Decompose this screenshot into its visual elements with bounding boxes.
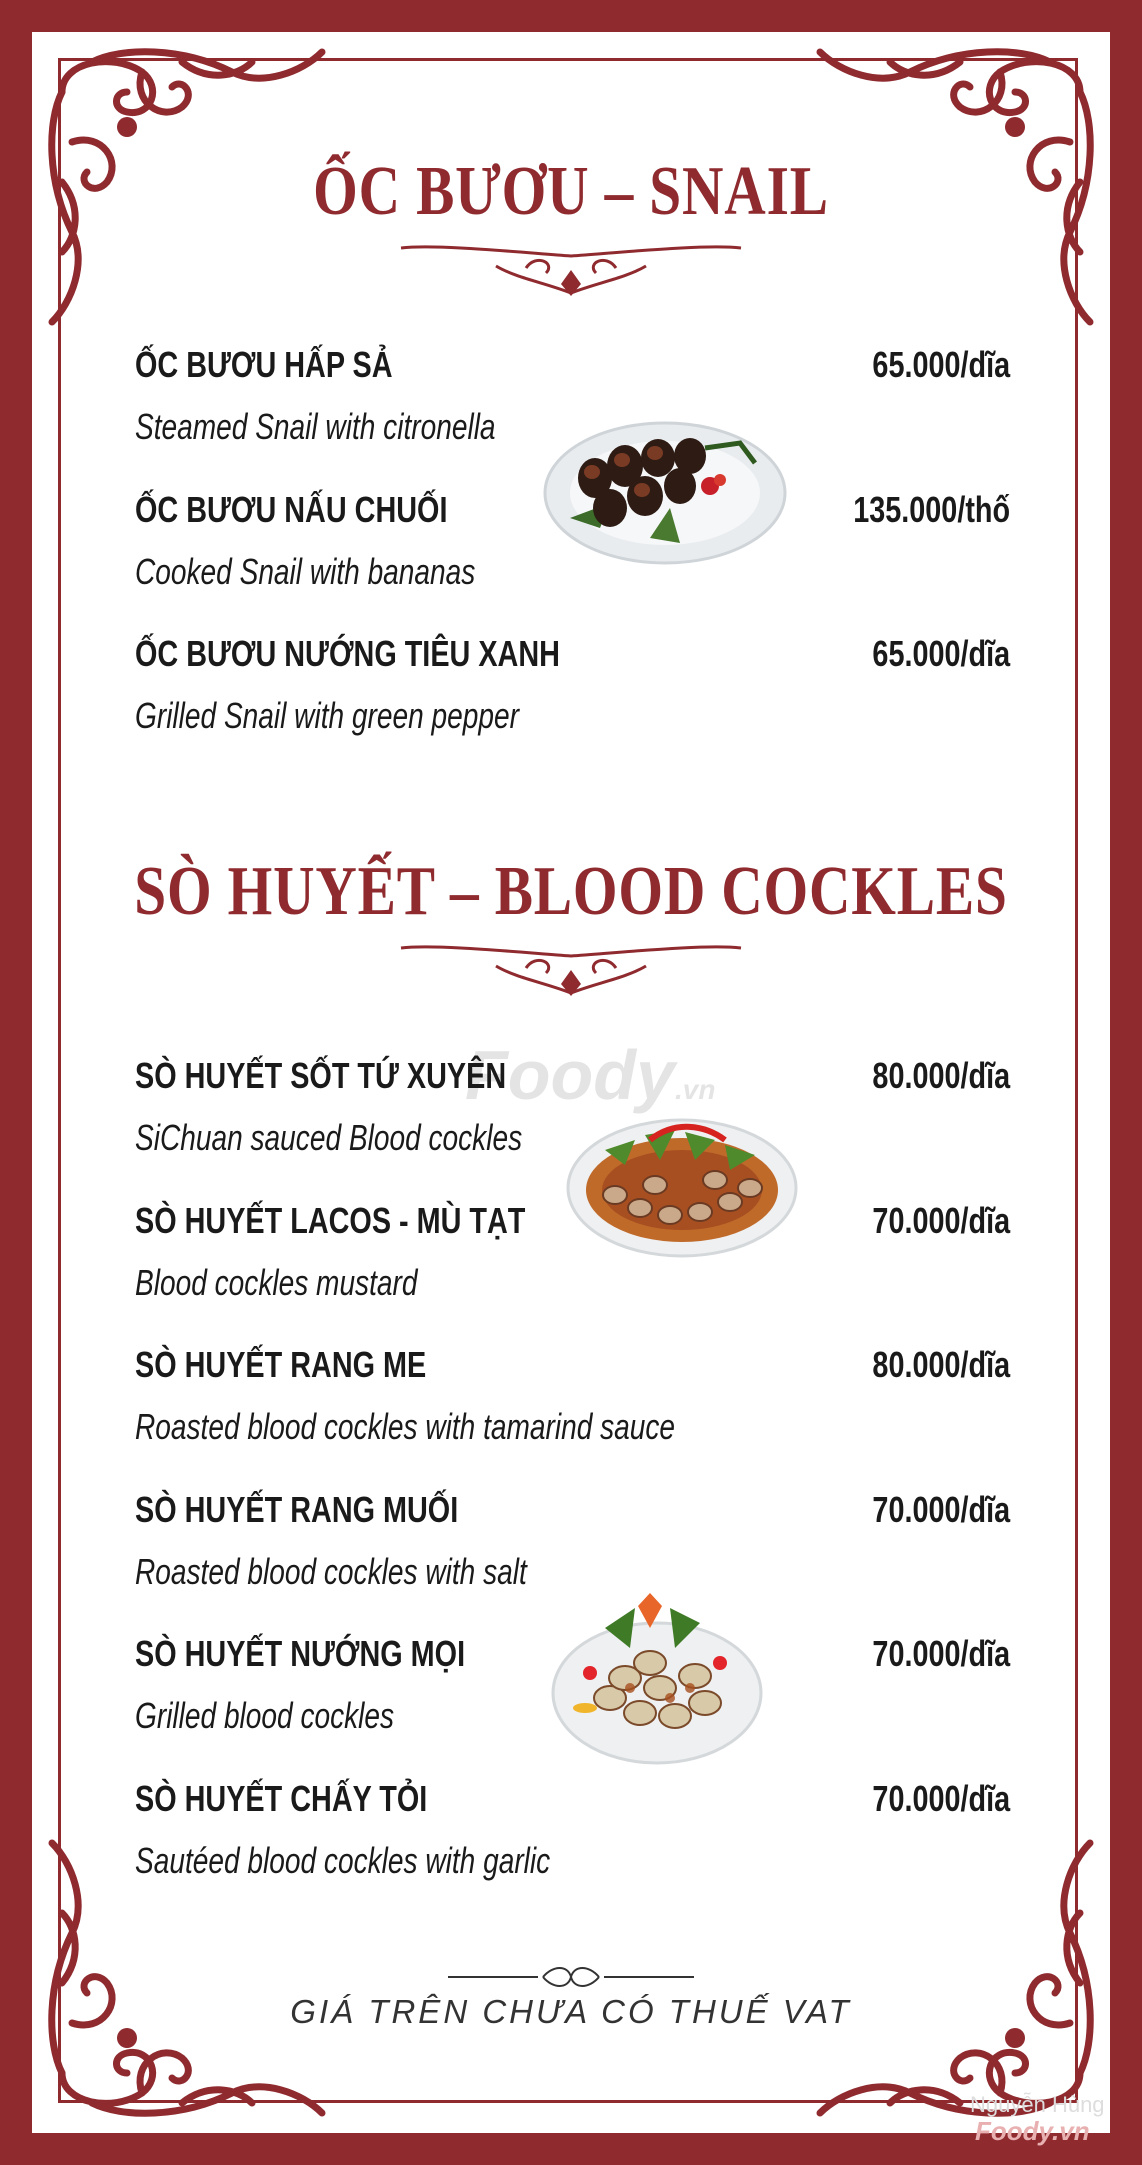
item-description: Steamed Snail with citronella [135, 406, 496, 447]
item-description: Roasted blood cockles with salt [135, 1551, 527, 1592]
item-name: ỐC BƯƠU NẤU CHUỐI [135, 489, 448, 530]
item-name: SÒ HUYẾT NƯỚNG MỌI [135, 1633, 466, 1674]
corner-ornament-bottom-right [810, 1833, 1110, 2133]
foody-watermark: Foody.vn [465, 1036, 716, 1114]
footer-vat-note: GIÁ TRÊN CHƯA CÓ THUẾ VAT [290, 1993, 852, 2030]
item-name: ỐC BƯƠU HẤP SẢ [135, 344, 393, 385]
item-description: Cooked Snail with bananas [135, 551, 476, 592]
item-price: 70.000/dĩa [872, 1489, 1010, 1530]
item-name: ỐC BƯƠU NƯỚNG TIÊU XANH [135, 633, 560, 674]
section-divider-ornament [396, 238, 746, 298]
item-price: 70.000/dĩa [872, 1778, 1010, 1819]
item-price: 70.000/dĩa [872, 1200, 1010, 1241]
section-title-snail: ỐC BƯƠU – SNAIL [313, 153, 829, 230]
item-price: 70.000/dĩa [872, 1633, 1010, 1674]
item-description: Sautéed blood cockles with garlic [135, 1840, 551, 1881]
grilled-cockles-dish-photo [550, 1588, 765, 1768]
item-price: 80.000/dĩa [872, 1055, 1010, 1096]
item-name: SÒ HUYẾT SỐT TỨ XUYÊN [135, 1055, 507, 1096]
item-name: SÒ HUYẾT CHẤY TỎI [135, 1778, 428, 1819]
item-name: SÒ HUYẾT LACOS - MÙ TẠT [135, 1200, 526, 1241]
footer-ornament-line [448, 1965, 694, 1989]
item-description: SiChuan sauced Blood cockles [135, 1117, 523, 1158]
photo-credit-author: Nguyễn Hùng [970, 2092, 1105, 2117]
item-description: Blood cockles mustard [135, 1262, 418, 1303]
section-divider-ornament [396, 938, 746, 998]
item-price: 80.000/dĩa [872, 1344, 1010, 1385]
photo-credit-brand: Foody.vn [975, 2116, 1090, 2146]
section-title-blood-cockles: SÒ HUYẾT – BLOOD COCKLES [134, 853, 1008, 930]
item-description: Grilled blood cockles [135, 1695, 395, 1736]
item-description: Roasted blood cockles with tamarind sauce [135, 1406, 676, 1447]
item-name: SÒ HUYẾT RANG MUỐI [135, 1489, 459, 1530]
item-price: 65.000/dĩa [872, 633, 1010, 674]
sichuan-cockles-dish-photo [565, 1110, 800, 1260]
item-price: 65.000/dĩa [872, 344, 1010, 385]
item-name: SÒ HUYẾT RANG ME [135, 1344, 427, 1385]
item-price: 135.000/thố [853, 489, 1010, 530]
item-description: Grilled Snail with green pepper [135, 695, 519, 736]
snail-dish-photo [540, 408, 790, 568]
